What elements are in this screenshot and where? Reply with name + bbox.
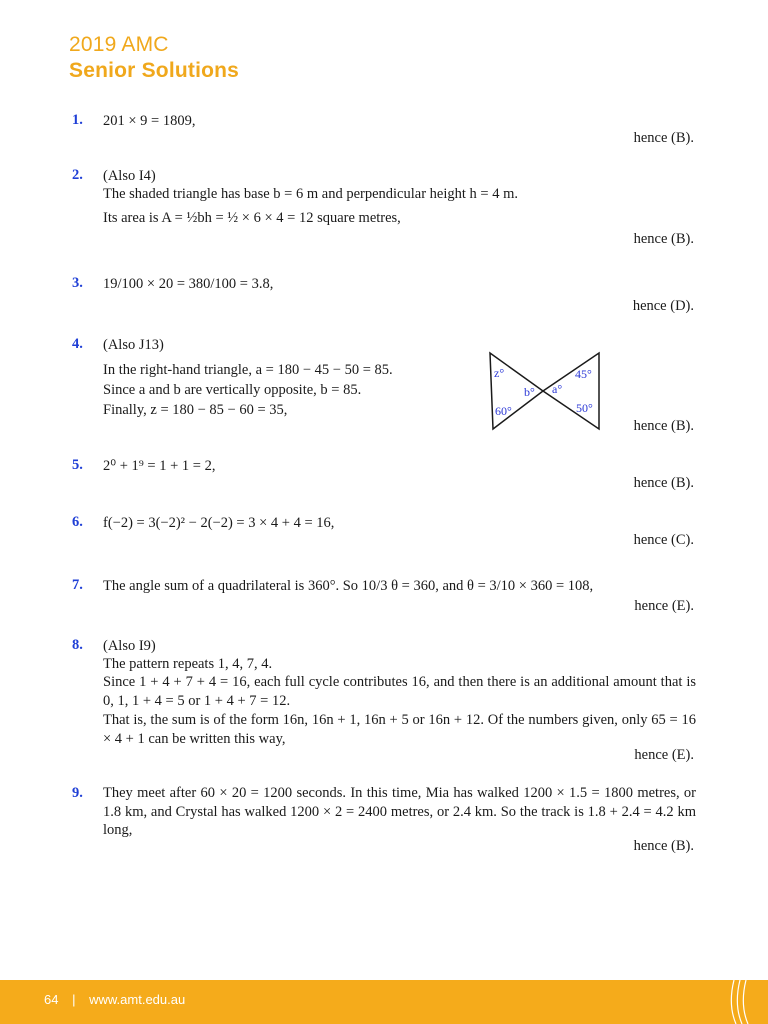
footer-logo-mark-icon [728,980,768,1024]
footer-separator: | [72,992,76,1007]
page-number: 64 [44,992,59,1007]
header-year: 2019 AMC [69,33,169,56]
label-b: b° [524,385,535,399]
q5-text: 2⁰ + 1⁹ = 1 + 1 = 2, [103,458,216,474]
label-60: 60° [495,404,512,418]
q4-line3: Finally, z = 180 − 85 − 60 = 35, [103,402,288,418]
footer-text [44,992,195,1007]
q1-text: 201 × 9 = 1809, [103,113,196,129]
q2-answer: hence (B). [633,231,694,247]
q6-answer: hence (C). [633,532,694,548]
q2-also: (Also I4) [103,168,156,184]
q4-number: 4. [72,336,83,352]
label-45: 45° [575,367,592,381]
q8-para1: Since 1 + 4 + 7 + 4 = 16, each full cycle contributes 16, and then there is an additional amount that is 0, 1, 1 + 4 = 5 or 1 + 4 + 7 = 12. [103,674,696,709]
q4-line2: Since a and b are vertically opposite, b = 85. [103,382,362,398]
label-50: 50° [576,401,593,415]
q8-para2: That is, the sum is of the form 16n, 16n + 1, 16n + 5 or 16n + 12. Of the numbers given, only 65 = 16 × 4 + 1 can be written this way, [103,712,696,747]
q3-answer: hence (D). [632,298,694,314]
q1-answer: hence (B). [633,130,694,146]
q2-number: 2. [72,167,83,183]
q5-number: 5. [72,457,83,473]
footer-url[interactable]: www.amt.edu.au [89,992,186,1007]
q2-line2: Its area is A = ½bh = ½ × 6 × 4 = 12 square metres, [103,210,401,226]
q4-also: (Also J13) [103,337,164,353]
q5-answer: hence (B). [633,475,694,491]
q8-also: (Also I9) [103,638,156,654]
q7-text: The angle sum of a quadrilateral is 360°. So 10/3 θ = 360, and θ = 3/10 × 360 = 108, [103,578,594,594]
q7-answer: hence (E). [634,598,694,614]
q8-number: 8. [72,637,83,653]
q8-answer: hence (E). [634,747,694,763]
q6-text: f(−2) = 3(−2)² − 2(−2) = 3 × 4 + 4 = 16, [103,515,335,531]
page-header [69,32,239,84]
q1-number: 1. [72,112,83,128]
q7-number: 7. [72,577,83,593]
q8-line1: The pattern repeats 1, 4, 7, 4. [103,656,273,672]
label-a: a° [552,382,563,396]
q4-answer: hence (B). [633,418,694,434]
q9-para: They meet after 60 × 20 = 1200 seconds. In this time, Mia has walked 1200 × 1.5 = 1800 metres, or 1.8 km, and Crystal has walked 1200 × 2 = 2400 metres, or 2.4 km. So the track is 1.8 + 2.4 = 4.2 km long, [103,785,696,838]
q9-answer: hence (B). [633,838,694,854]
label-z: z° [494,366,505,380]
q3-number: 3. [72,275,83,291]
q4-line1: In the right-hand triangle, a = 180 − 45 − 50 = 85. [103,362,393,378]
q9-number: 9. [72,785,83,801]
q3-text: 19/100 × 20 = 380/100 = 3.8, [103,276,274,292]
q6-number: 6. [72,514,83,530]
q4-bowtie-diagram [487,350,603,432]
page-footer [0,980,768,1024]
header-title: Senior Solutions [69,59,240,82]
q2-line1: The shaded triangle has base b = 6 m and perpendicular height h = 4 m. [103,186,518,202]
